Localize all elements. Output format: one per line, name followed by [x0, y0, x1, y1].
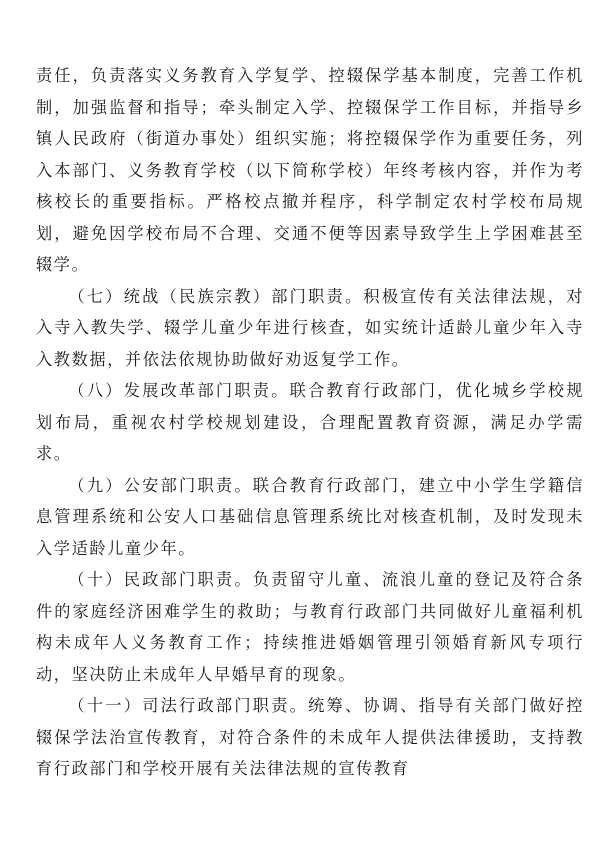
paragraph-responsibilities-continued: 责任，负责落实义务教育入学复学、控辍保学基本制度，完善工作机制，加强监督和指导；牵头制定入学、控辍保学工作目标，并指导乡镇人民政府（街道办事处）组织实施；将控辍保学作为重要任务，列入本部门、义务教育学校（以下简称学校）年终考核内容，并作为考核校长的重要指标。严格校点撤并程序，科学制定农村学校布局规划，避免因学校布局不合理、交通不便等因素导致学生上学困难甚至辍学。 — [36, 66, 584, 274]
document-page — [36, 60, 584, 785]
paragraph-united-front-department: （七）统战（民族宗教）部门职责。积极宣传有关法律法规，对入寺入教失学、辍学儿童少年进行核查，如实统计适龄儿童少年入寺入教数据，并依法依规协助做好劝返复学工作。 — [36, 286, 584, 369]
paragraph-public-security-department: （九）公安部门职责。联合教育行政部门，建立中小学生学籍信息管理系统和公安人口基础信息管理系统比对核查机制，及时发现未入学适龄儿童少年。 — [36, 475, 584, 558]
paragraph-development-reform-department: （八）发展改革部门职责。联合教育行政部门，优化城乡学校规划布局，重视农村学校规划建设，合理配置教育资源，满足办学需求。 — [36, 381, 584, 463]
paragraph-judicial-administration-department: （十一）司法行政部门职责。统筹、协调、指导有关部门做好控辍保学法治宣传教育，对符合条件的未成年人提供法律援助，支持教育行政部门和学校开展有关法律法规的宣传教育 — [36, 696, 584, 778]
paragraph-civil-affairs-department: （十）民政部门职责。负责留守儿童、流浪儿童的登记及符合条件的家庭经济困难学生的救助；与教育行政部门共同做好儿童福利机构未成年人义务教育工作；持续推进婚姻管理引领婚育新风专项行动，坚决防止未成年人早婚早育的现象。 — [36, 570, 584, 684]
